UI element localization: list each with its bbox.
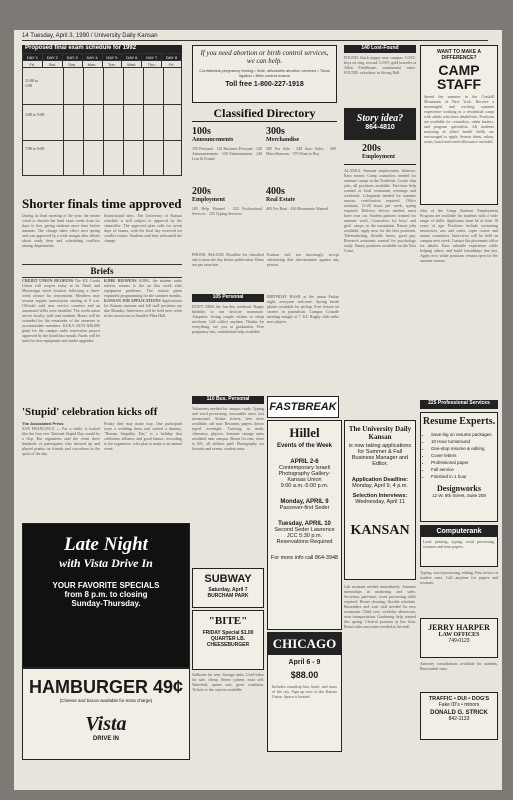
camp-body: Spend the summer in the Catskill Mountains of New York. Receive a meaningful and exciting summer experience working in a residential camp with adults who have disabilities. Positions are available for counselors, cabin leaders, and program specialists. All students majoring in allied health fields are encouraged to apply. Season dates, salary, room, board and travel allowance included. — [424, 94, 494, 144]
vista-price-box — [22, 668, 190, 760]
dui-name: DONALD G. STRICK — [430, 710, 488, 716]
schedule-dow-row — [23, 61, 182, 68]
stupid-headline: 'Stupid' celebration kicks off — [22, 406, 158, 418]
lost-found-header: 140 Lost-Found — [344, 45, 416, 53]
kansan-interviews: Selection Interviews: — [352, 493, 408, 499]
resume-ad — [420, 412, 498, 522]
schedule-table — [22, 53, 182, 68]
jerry-phone: 749-0123 — [448, 638, 470, 644]
abortion-ad — [192, 45, 337, 103]
hillel-title: Hillel — [289, 425, 320, 440]
hillel-event-date: APRIL 2-6 — [290, 459, 319, 465]
cat-300s: 300s — [266, 126, 285, 137]
chicago-details: Includes roundtrip bus, hotel, and tours of the city. Sign up now in the Kansas Union. Space is limited. — [272, 684, 337, 699]
prof-ads: Typing, word processing, editing. Fast service at student rates. Call anytime for papers and resumes. — [420, 570, 498, 585]
designworks-title: Designworks — [436, 484, 481, 493]
dui-phone: 842-1133 — [448, 716, 470, 722]
briefs-header: Briefs — [22, 264, 182, 278]
schedule-dow: Wed. — [122, 61, 142, 68]
cat-200s: 200s — [192, 186, 211, 197]
legal-ads: Attorney consultations available for students. Reasonable rates. — [420, 661, 498, 671]
cat-list: 305 For Sale · 340 Auto Sales · 360 Miscellaneous · 370 Want to Buy — [266, 146, 336, 156]
fastbreak-ad: FASTBREAK — [267, 396, 339, 418]
cat-list: 405 For Rent · 430 Roommate Wanted — [266, 206, 329, 211]
chicago-price: $88.00 — [290, 670, 319, 680]
schedule-day: DAY 1 — [23, 54, 43, 61]
subway-sub: Saturday, April 7 BURCHAM PARK — [207, 587, 249, 599]
dui-sub: Fake ID's • minors — [438, 702, 480, 708]
finals-headline: Shorter finals time approved — [22, 196, 182, 211]
hillel-event-date: Monday, APRIL 9 — [280, 499, 329, 505]
briefs-col1: CREDIT UNION REOPENS The KU Credit Union will reopen today at its Ninth and Mississippi street location following a three-week closure for renovations. Members may resume regular transactions starting at 9 a.m. Officials said new service counters and an automated teller were installed. The credit union serves faculty, staff and students. Hours will be extended for the remainder of the semester to accommodate members. KUKA GETS $36,000 grant for the campus radio renovation project approved by the board last month. Funds will be used for new equipment and studio upgrades. — [22, 278, 100, 343]
bus-personal-ads: Volunteers needed for campus study. Typing and word processing, reasonable rates, fast turnaround. Airline tickets, best fares available, call now. Resumes, papers, theses typed overnight. Tutoring in math, chemistry, physics. Summer storage units available near campus. Room for rent, close to KU, all utilities paid. Photography for formals and events, student rates. — [192, 406, 264, 451]
vista-line1: Late Night — [64, 534, 148, 555]
vista-logo-sub: DRIVE IN — [92, 736, 119, 742]
finals-story-col1: During its final meeting of the year, the senate voted to shorten the final exam week from six days to five, giving students more time before summer. The change takes effect next spring and was approved by a wide margin after debate about study time and scheduling conflicts among departments. — [22, 213, 100, 248]
vista-line2: with Vista Drive In — [59, 556, 153, 570]
schedule-grid — [22, 68, 182, 176]
hillel-event-date: Tuesday, APRIL 10 — [278, 521, 331, 527]
camp-title: CAMP STAFF — [436, 62, 482, 92]
stupid-story-col2: Friday they may make way. One participant wore a wedding dress and carried a dummy. "Human Stupidity Day" is a holiday that celebrates silliness and good humor, according to the organizers, who plan to make it an annual event. — [104, 421, 182, 451]
abortion-body: Confidential pregnancy testing • Safe, affordable abortion services • Tubal ligation • Birth control exams — [199, 68, 330, 78]
hillel-event: Passover-first Seder — [279, 505, 330, 511]
cat-300s-label: Merchandise — [266, 137, 300, 143]
chicago-title: CHICAGO — [268, 633, 341, 655]
hillel-event-time: 9:00 a.m.-5:00 p.m. — [280, 483, 329, 489]
brief-heading: KANSAN JOB APPLICATIONS — [104, 298, 161, 303]
kansan-logo: KANSAN — [350, 523, 410, 538]
resume-item: • Professional paper — [431, 459, 493, 466]
lost-found-ads: FOUND: black puppy near campus. LOST: keys on ring, reward. LOST: gold bracelet at Allen Fieldhouse, sentimental value. FOUND: calculator in Strong Hall. — [344, 55, 416, 75]
subway-ad — [192, 568, 264, 608]
cat-list: 105 Personal · 110 Business Personal · 120 Announcements · 130 Entertainment · 140 Lost & Found — [192, 146, 262, 161]
byline: The Associated Press — [22, 421, 64, 426]
personal-ads: DON'T MISS the fun this weekend. Happy birthday to our favorite roommate. Adoption: loving couple wishes to adopt newborn. Call collect anytime. Thanks for everything, see you at graduation. Free pregnancy test, confidential help available. — [192, 304, 264, 334]
bite-ad — [192, 610, 264, 670]
resume-item: • 10 Hour turnaround — [431, 438, 493, 445]
hillel-event: Second Seder Lawrence JCC 5:30 p.m. Reservations Required — [274, 527, 335, 545]
briefs-col2: KJHK REOPENS KJHK, the student radio station, returns to the air this week after equipment problems. The station plans expanded programming for the summer months. KANSAN JOB APPLICATIONS Applications for Kansan summer and fall staff positions are due Monday. Interviews will be held next week in the newsroom at Stauffer-Flint Hall. — [104, 278, 182, 318]
camp-staff-ad — [420, 45, 498, 205]
cat-100s-label: Announcements — [192, 137, 234, 143]
brief-heading: CREDIT UNION REOPENS — [22, 278, 74, 283]
story-phone: 864-4810 — [365, 124, 395, 131]
help-wanted-ads: ALASKA: Summer employment, fisheries. Earn money. Camp counselors needed for summer camps in the Northeast. Cruise ship jobs, all positions available. Part-time help wanted at local restaurant, evenings and weekends. Lifeguards needed for summer season, certification required. Office assistant, 15-20 hours per week, typing required. Delivery drivers needed, must have own car. Student painters wanted for summer work. Counselors for boys' and girls' camps in the mountains. Resort jobs available, apply now for the best positions. Telemarketing, flexible hours, good pay. Research assistants wanted for psychology study. Nanny positions available on the East Coast. — [344, 168, 416, 253]
vista-promo3: Sunday-Thursday. — [71, 599, 141, 608]
jerry-title: JERRY HARPER — [428, 623, 490, 632]
brief-heading: KJHK REOPENS — [104, 278, 137, 283]
kansan-ad — [344, 420, 416, 580]
resume-item: • Finished in 1 hour — [431, 473, 493, 480]
jerry-harper-ad — [420, 618, 498, 658]
schedule-dow: Thu. — [142, 61, 162, 68]
hillel-info: For more info call 864-3948 — [270, 555, 339, 561]
vista-promo1: YOUR FAVORITE SPECIALS — [52, 581, 160, 590]
camp-pre: WANT TO MAKE A DIFFERENCE? — [437, 49, 481, 61]
vista-promo2: from 8 p.m. to closing — [64, 590, 148, 599]
computerank-ad: Computerank Laser printing, typing, word processing, resumes and term papers. — [420, 525, 498, 567]
classified-directory — [192, 124, 337, 252]
designworks-addr: 12 W. 9th Street, Suite 208 — [432, 493, 486, 498]
schedule-dow: Tue. — [102, 61, 122, 68]
schedule-day-row — [23, 54, 182, 61]
personal-header: 105 Personal — [192, 294, 264, 302]
vista-ad — [22, 523, 190, 668]
resume-list — [421, 427, 497, 480]
cat-100s: 100s — [192, 126, 211, 137]
hillel-sub: Events of the Week — [277, 443, 332, 449]
vista-price: HAMBURGER 49¢ — [28, 677, 184, 697]
kansan-pre: The University Daily Kansan — [348, 425, 412, 441]
cat-list: 205 Help Wanted · 225 Professional Services · 235 Typing Services — [192, 206, 262, 216]
story-title: Story idea? — [356, 113, 404, 124]
dui-ad — [420, 692, 498, 740]
cat-400s: 400s — [266, 186, 285, 197]
exam-schedule — [22, 45, 182, 195]
schedule-dow: Fri. — [23, 61, 43, 68]
hillel-ad — [267, 420, 342, 630]
schedule-dow: Sun. — [62, 61, 82, 68]
bus-personal-header: 110 Bus. Personal — [192, 396, 264, 404]
schedule-day: DAY 2 — [42, 54, 62, 61]
help-wanted-ads-2: Lab assistant needed immediately. Summer internships in marketing and sales. Secretary, part-time, word processing skills required. House cleaning, flexible schedule. Bartenders and wait staff needed for new restaurant. Child care, weekday afternoons, own transportation. Gardening help wanted this spring. Clerical position at law firm. Retail sales associates needed at the mall. — [344, 584, 416, 629]
time-slot: 3:00 to 5:00 — [25, 112, 45, 117]
rates-text: PHONE: 864-4358. Deadline for classified ads is noon the day before publication. Rates are per insertion. — [192, 252, 264, 267]
masthead: 14 Tuesday, April 3, 1990 / University Daily Kansan — [22, 33, 158, 39]
resume-item: • Full service — [431, 466, 493, 473]
classified-header: Classified Directory — [192, 106, 337, 122]
schedule-day: DAY 7 — [142, 54, 162, 61]
subway-logo: SUBWAY — [204, 573, 252, 585]
schedule-day: DAY 3 — [62, 54, 82, 61]
kansan-mid: is now taking applications for Summer & Fall Business Manager and Editor. — [348, 443, 412, 467]
dui-title: TRAFFIC • DUI • DOG'S — [428, 696, 490, 702]
schedule-day: DAY 6 — [122, 54, 142, 61]
schedule-dow: Mon. — [82, 61, 102, 68]
vista-logo: Vista — [85, 713, 127, 735]
resume-title: Resume Experts. — [422, 416, 496, 427]
abortion-head: If you need abortion or birth control services, we can help. — [200, 49, 329, 65]
cat-400s-label: Real Estate — [266, 197, 296, 203]
resume-item: • Save big on resume packages — [431, 431, 493, 438]
time-slot: 7:00 to 9:00 — [25, 146, 45, 151]
prof-services-header: 225 Professional Services — [420, 400, 498, 409]
schedule-day: DAY 4 — [82, 54, 102, 61]
hillel-event: Contemporary Israeli Photography Gallery-Kansas Union — [278, 465, 331, 483]
schedule-dow: Sat. — [42, 61, 62, 68]
schedule-day: DAY 5 — [102, 54, 122, 61]
computerank-body: Laser printing, typing, word processing, resumes and term papers. — [423, 539, 495, 549]
bite-title: "BITE" — [208, 615, 248, 627]
abortion-phone: Toll free 1-800-227-1918 — [225, 81, 304, 88]
vista-price-sub: (Cheese and bacon available for extra charge) — [59, 698, 153, 703]
kansan-deadline: Application Deadline: — [351, 477, 409, 483]
schedule-day: DAY 8 — [162, 54, 182, 61]
chicago-dates: April 6 - 9 — [288, 659, 321, 666]
stupid-story-col1: The Associated Press SAN FRANCISCO — For a while, it looked like the first ever National Stupid Day would be a flop. But organizers said the event drew hundreds of participants who dressed up and played pranks on friends and coworkers in the spirit of the day. — [22, 421, 100, 456]
resume-item: • One-stop resume & editing — [431, 445, 493, 452]
jerry-sub: LAW OFFICES — [438, 632, 480, 638]
chicago-ad — [267, 632, 342, 752]
schedule-dow: Fri. — [162, 61, 182, 68]
finals-story-col2: Instructional days. The University of Kansas schedule is still subject to approval by the chancellor. The approved plan calls for seven days of exams, with the final day reserved for conflict exams. Students said they welcomed the change. — [104, 213, 182, 243]
time-slot: 11:00 to 1:00 — [25, 78, 39, 88]
resume-item: • Cover letters — [431, 452, 493, 459]
top-rule — [22, 40, 488, 41]
employment-header: 200s Employment — [344, 143, 416, 165]
bite-sub: FRIDAY Special $1.00 QUARTER LB. CHEESEBURGER — [202, 630, 254, 648]
kansan-interviews-date: Wednesday, April 11 — [355, 499, 405, 505]
camp-story: Jobs of the Camp Summer Employment Program are available for students with a wide range of skills. Applicants must be at least 18 years of age. Positions include swimming instructors, arts and crafts, ropes course and nature counselors. Interviews will be held on campus next week. Contact the placement office for details. Earn valuable experience while helping others, and build friendships that last. Apply now while positions remain open for the summer season. — [420, 208, 498, 263]
story-idea-ad — [344, 108, 416, 140]
schedule-title: Proposed final exam schedule for 1992 — [22, 45, 182, 53]
rates-text-2: Kansan will not knowingly accept advertising that discriminates against any person. — [267, 252, 339, 267]
cat-200s-label: Employment — [192, 197, 225, 203]
misc-ads: Sailboats for rent. Storage units. Used bikes for sale, cheap. Stereo system, must sell. Waterbed, queen size, great condition. Tickets to the concert available. — [192, 672, 264, 692]
announcements: BIRTHDAY BASH at the union Friday night, everyone welcome. Spring break photos available for pickup. Free lecture on careers in journalism. Campus Crusade meeting tonight at 7. KU Rugby club seeks new players. — [267, 294, 339, 324]
kansan-deadline-date: Monday, April 9, 4 p.m. — [352, 483, 408, 489]
